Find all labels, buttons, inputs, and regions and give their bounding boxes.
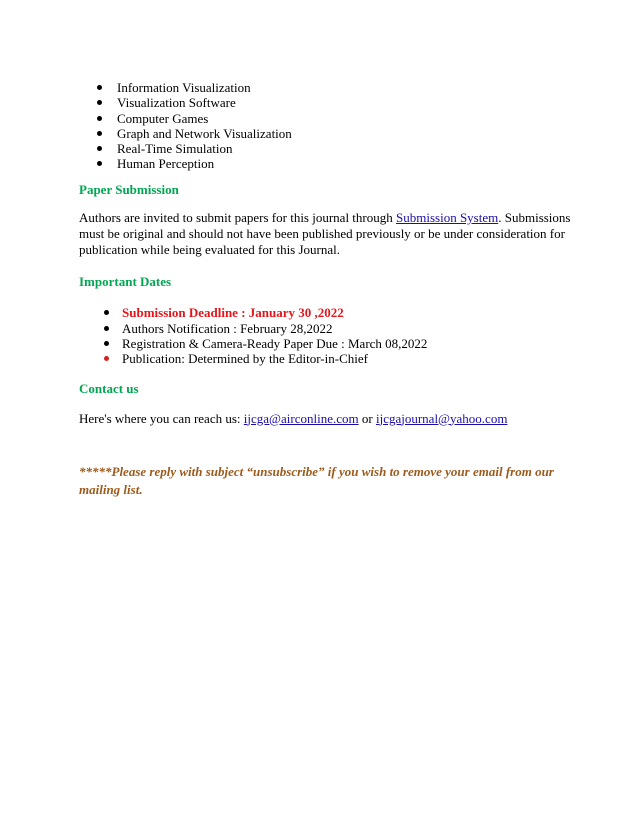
topic-label: Information Visualization <box>117 80 251 95</box>
list-item <box>97 80 578 95</box>
topic-label: Human Perception <box>117 156 215 172</box>
submission-text-after: . Submissions must be original and should not have been published previously or be under consideration for publication while being evaluated for this Journal. <box>79 209 571 258</box>
bullet-icon <box>97 161 102 166</box>
important-dates-heading: Important Dates <box>79 274 172 290</box>
list-item <box>104 336 578 351</box>
paper-submission-text <box>79 210 578 259</box>
topic-label: Real-Time Simulation <box>117 141 233 157</box>
bullet-icon <box>97 131 102 136</box>
contact-heading: Contact us <box>79 380 139 396</box>
list-item <box>97 111 578 126</box>
bullet-icon <box>104 310 109 315</box>
list-item <box>104 305 578 320</box>
bullet-icon <box>97 100 102 105</box>
contact-text <box>79 411 578 427</box>
list-item <box>97 95 578 110</box>
dates-list <box>79 305 578 366</box>
bullet-icon <box>104 356 109 361</box>
bullet-icon <box>104 326 109 331</box>
date-item: Authors Notification : February 28,2022 <box>122 320 333 336</box>
topic-label: Computer Games <box>117 110 209 126</box>
topic-label: Visualization Software <box>117 95 236 111</box>
list-item <box>97 156 578 171</box>
bullet-icon <box>97 85 102 90</box>
email-link-secondary[interactable]: ijcgajournal@yahoo.com <box>375 410 508 426</box>
bullet-icon <box>104 341 109 346</box>
bullet-icon <box>97 116 102 121</box>
list-item <box>104 351 578 366</box>
submission-deadline: Submission Deadline : January 30 ,2022 <box>122 305 344 321</box>
date-item: Publication: Determined by the Editor-in-Chief <box>122 351 368 367</box>
contact-intro: Here's where you can reach us: <box>79 410 244 426</box>
date-item: Registration & Camera-Ready Paper Due : March 08,2022 <box>122 335 428 351</box>
list-item <box>97 126 578 141</box>
unsubscribe-note: *****Please reply with subject “unsubscribe” if you wish to remove your email from our mailing list. <box>79 463 554 497</box>
topic-label: Graph and Network Visualization <box>117 125 292 141</box>
contact-or: or <box>358 410 376 426</box>
submission-text-before: Authors are invited to submit papers for this journal through <box>79 209 397 225</box>
list-item <box>97 141 578 156</box>
email-link-primary[interactable]: ijcga@airconline.com <box>243 410 359 426</box>
topics-list <box>79 80 578 172</box>
paper-submission-heading: Paper Submission <box>79 181 179 197</box>
submission-system-link[interactable]: Submission System <box>396 209 499 225</box>
bullet-icon <box>97 146 102 151</box>
list-item <box>104 321 578 336</box>
